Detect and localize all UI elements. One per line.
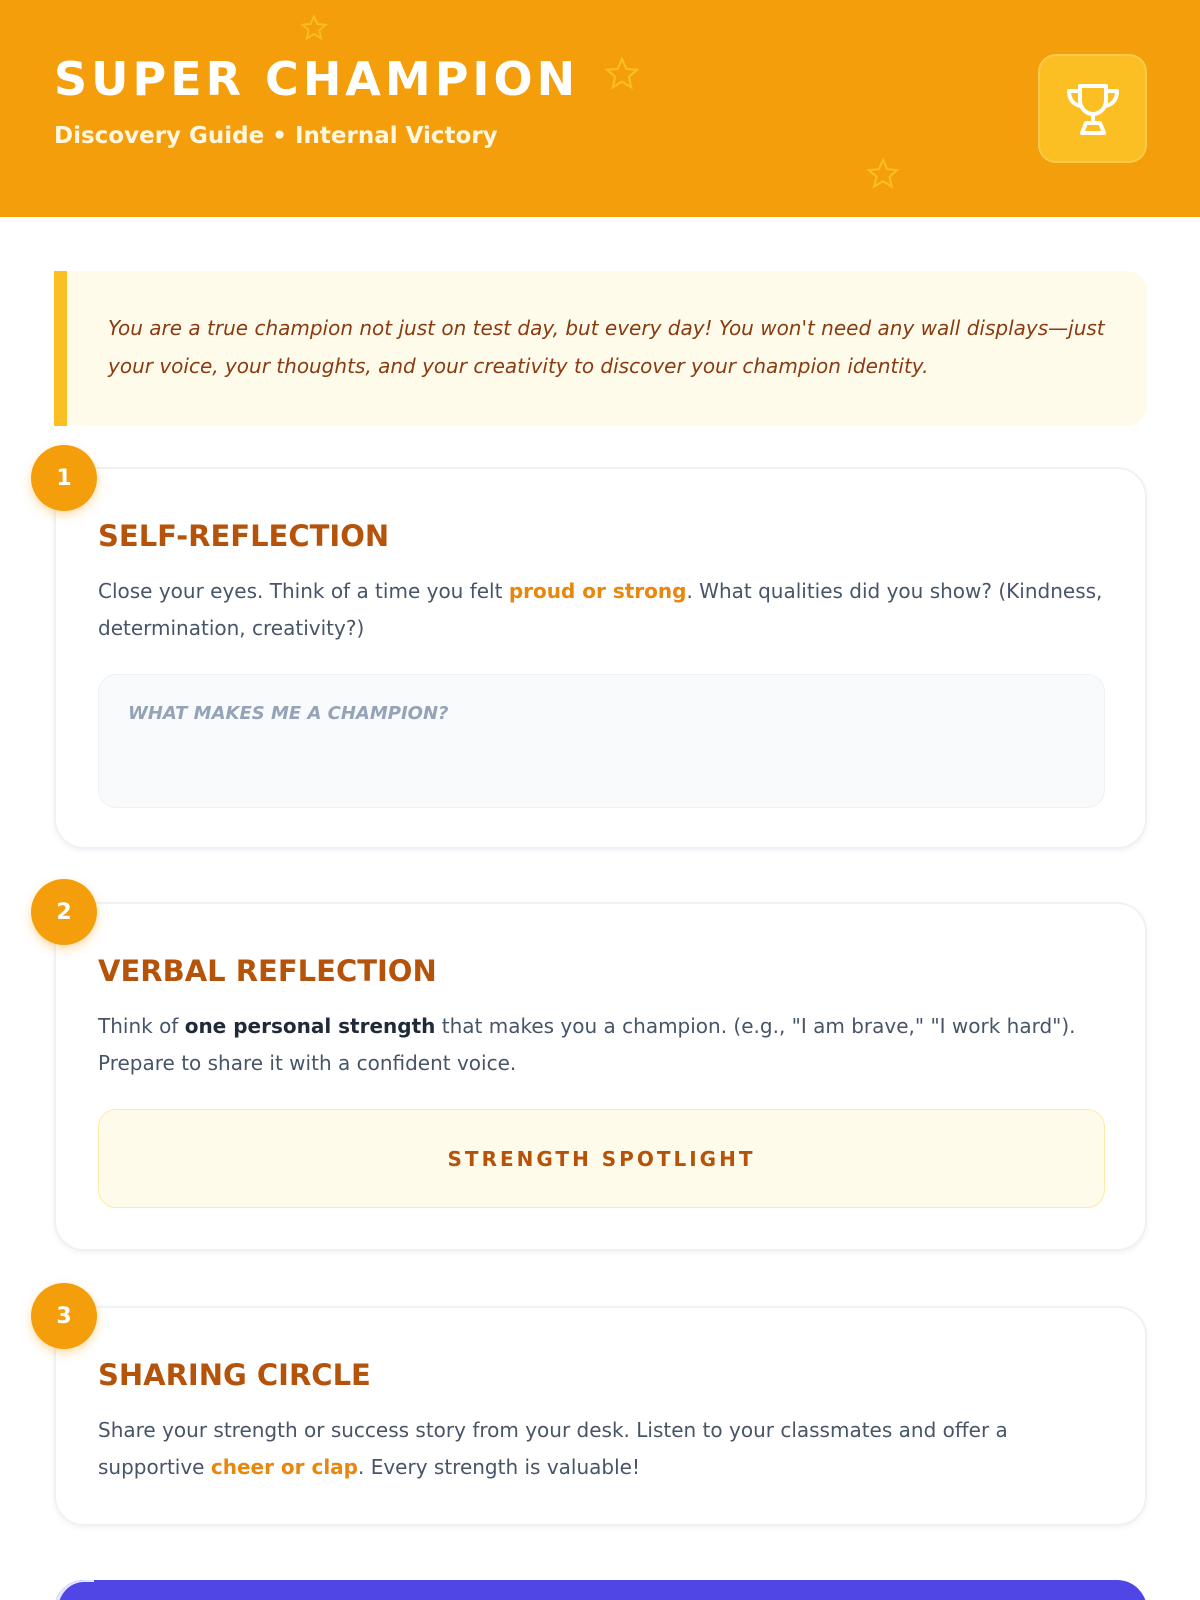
step-title: VERBAL REFLECTION [98,954,437,988]
trophy-badge [1038,54,1147,163]
page-subtitle: Discovery Guide • Internal Victory [54,123,498,149]
step-description: Share your strength or success story from your desk. Listen to your classmates and offer a supportive cheer or clap. Every strength is valuable! [98,1418,1008,1479]
step-number-badge: 2 [31,879,97,945]
step-title: SELF-REFLECTION [98,519,390,553]
page-header [0,0,1200,217]
answer-placeholder: WHAT MAKES ME A CHAMPION? [128,703,449,724]
strength-spotlight-box [98,1109,1105,1208]
step-title: SHARING CIRCLE [98,1358,371,1392]
page-title: SUPER CHAMPION [54,52,580,106]
step-description: Think of one personal strength that makes you a champion. (e.g., "I am brave," "I work hard"). Prepare to share it with a confident voice. [98,1014,1076,1075]
star-icon [300,14,328,42]
spotlight-label: STRENGTH SPOTLIGHT [447,1146,756,1171]
star-icon [866,157,900,191]
step-card-self-reflection [54,467,1147,849]
bold-text: one personal strength [184,1014,436,1038]
highlight-text: cheer or clap [210,1455,358,1479]
step-card-verbal-reflection [54,902,1147,1251]
step-description: Close your eyes. Think of a time you felt proud or strong. What qualities did you show? (Kindness, determination, creativity?) [98,579,1103,640]
intro-text: You are a true champion not just on test day, but every day! You won't need any wall displays—just your voice, your thoughts, and your creativity to discover your champion identity. [108,316,1105,378]
trophy-icon [1061,77,1125,141]
step-number-badge: 3 [31,1283,97,1349]
star-icon [604,56,640,92]
intro-callout [54,271,1147,426]
champion-answer-field[interactable] [98,674,1105,808]
footer-banner [54,1580,1147,1600]
step-card-sharing-circle [54,1306,1147,1526]
highlight-text: proud or strong [508,579,687,603]
decorative-swirl [54,1580,94,1600]
step-number-badge: 1 [31,445,97,511]
